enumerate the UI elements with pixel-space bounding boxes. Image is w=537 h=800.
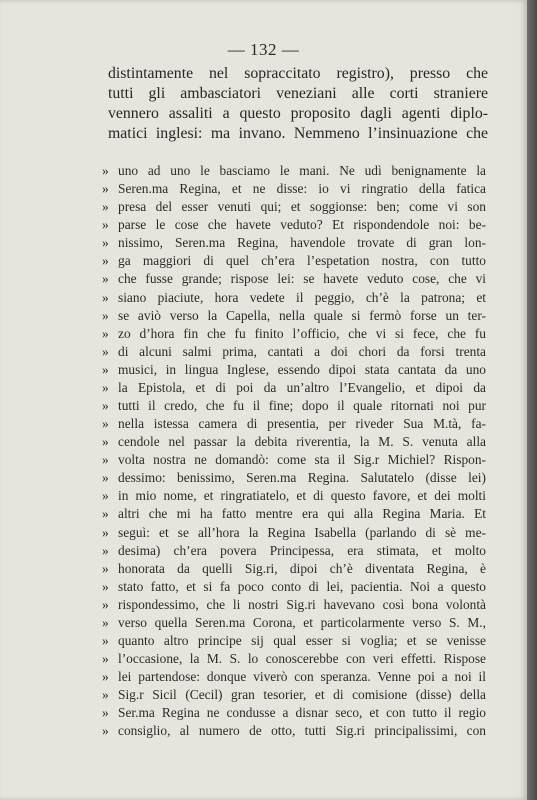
quote-line: » la Epistola, et di poi da un’altro l’Evangelio, et dipoi da — [102, 379, 486, 397]
quoted-document — [102, 162, 486, 741]
quote-line: » ga maggiori di quel ch’era l’espetation nostra, con tutto — [102, 252, 486, 270]
intro-line: distintamente nel sopraccitato registro), presso che — [108, 65, 488, 82]
quote-line: » uno ad uno le basciamo le mani. Ne udì benignamente la — [102, 162, 486, 180]
quote-line: » lei partendose: donque viverò con speranza. Venne poi a noi il — [102, 668, 486, 686]
quote-line: » presa del esser venuti qui; et soggionse: ben; come vi son — [102, 198, 486, 216]
quote-line: » Seren.ma Regina, et ne disse: io vi ringratio della fatica — [102, 180, 486, 198]
quote-line: » siano piaciute, hora vedete il peggio, ch’è la patrona; et — [102, 289, 486, 307]
page-number: — 132 — — [227, 40, 300, 59]
quote-line: » altri che mi ha fatto mentre era qui alla Regina Maria. Et — [102, 505, 486, 523]
quote-line: » Sig.r Sicil (Cecil) gran tesorier, et di comisione (disse) della — [102, 686, 486, 704]
quote-line: » se aviò verso la Capella, nella quale si fermò forse un ter- — [102, 307, 486, 325]
quote-line: » cendole nel passar la debita riverentia, la M. S. venuta alla — [102, 433, 486, 451]
quote-line: » seguì: et se all’hora la Regina Isabella (parlando di sè me- — [102, 524, 486, 542]
quote-line: » tutti il credo, che fu il fine; dopo il quale ritornati noi pur — [102, 397, 486, 415]
quote-line: » l’occasione, la M. S. lo conoscerebbe con veri effetti. Rispose — [102, 650, 486, 668]
quote-line: » di alcuni salmi prima, cantati a doi chori da forsi trenta — [102, 343, 486, 361]
quote-line: » parse le cose che havete veduto? Et rispondendole noi: be- — [102, 216, 486, 234]
intro-line: matici inglesi: ma invano. Nemmeno l’insinuazione che — [108, 125, 488, 142]
quote-line: » stato fatto, et si fa poco conto di lei, pacientia. Noi a questo — [102, 578, 486, 596]
quote-line: » Ser.ma Regina ne condusse a disnar seco, et con tutto il regio — [102, 704, 486, 722]
page-edge — [527, 0, 537, 800]
intro-paragraph — [108, 64, 488, 144]
quote-line: » zo d’hora fin che fu finito l’officio, che vi si fece, che fu — [102, 325, 486, 343]
quote-line: » musici, in lingua Inglese, essendo dipoi stata cantata da uno — [102, 361, 486, 379]
quote-line: » nissimo, Seren.ma Regina, havendole trovate di gran lon- — [102, 234, 486, 252]
quote-line: » volta nostra ne domandò: come sta il Sig.r Michiel? Rispon- — [102, 451, 486, 469]
quote-line: » rispondessimo, che li nostri Sig.ri havevano così bona volontà — [102, 596, 486, 614]
quote-line: » in mio nome, et ringratiatelo, et di questo favore, et dei molti — [102, 487, 486, 505]
intro-line: vennero assaliti a questo proposito dagli agenti diplo- — [108, 105, 488, 122]
quote-line: » verso quella Seren.ma Corona, et particolarmente verso S. M., — [102, 614, 486, 632]
quote-line: » che fusse grande; rispose lei: se havete veduto cose, che vi — [102, 270, 486, 288]
quote-line: » quanto altro principe sij qual esser si voglia; et se venisse — [102, 632, 486, 650]
quote-line: » dessimo: benissimo, Seren.ma Regina. Salutatelo (disse lei) — [102, 469, 486, 487]
quote-line: » desima) ch’era povera Principessa, era stimata, et molto — [102, 542, 486, 560]
intro-line: tutti gli ambasciatori veneziani alle corti straniere — [108, 85, 488, 102]
quote-line: » honorata da quelli Sig.ri, dipoi ch’è diventata Regina, è — [102, 560, 486, 578]
quote-line: » nella istessa camera di presentia, per riveder Sua M.tà, fa- — [102, 415, 486, 433]
quote-line: » consiglio, al numero de otto, tutti Sig.ri principalissimi, con — [102, 722, 486, 740]
